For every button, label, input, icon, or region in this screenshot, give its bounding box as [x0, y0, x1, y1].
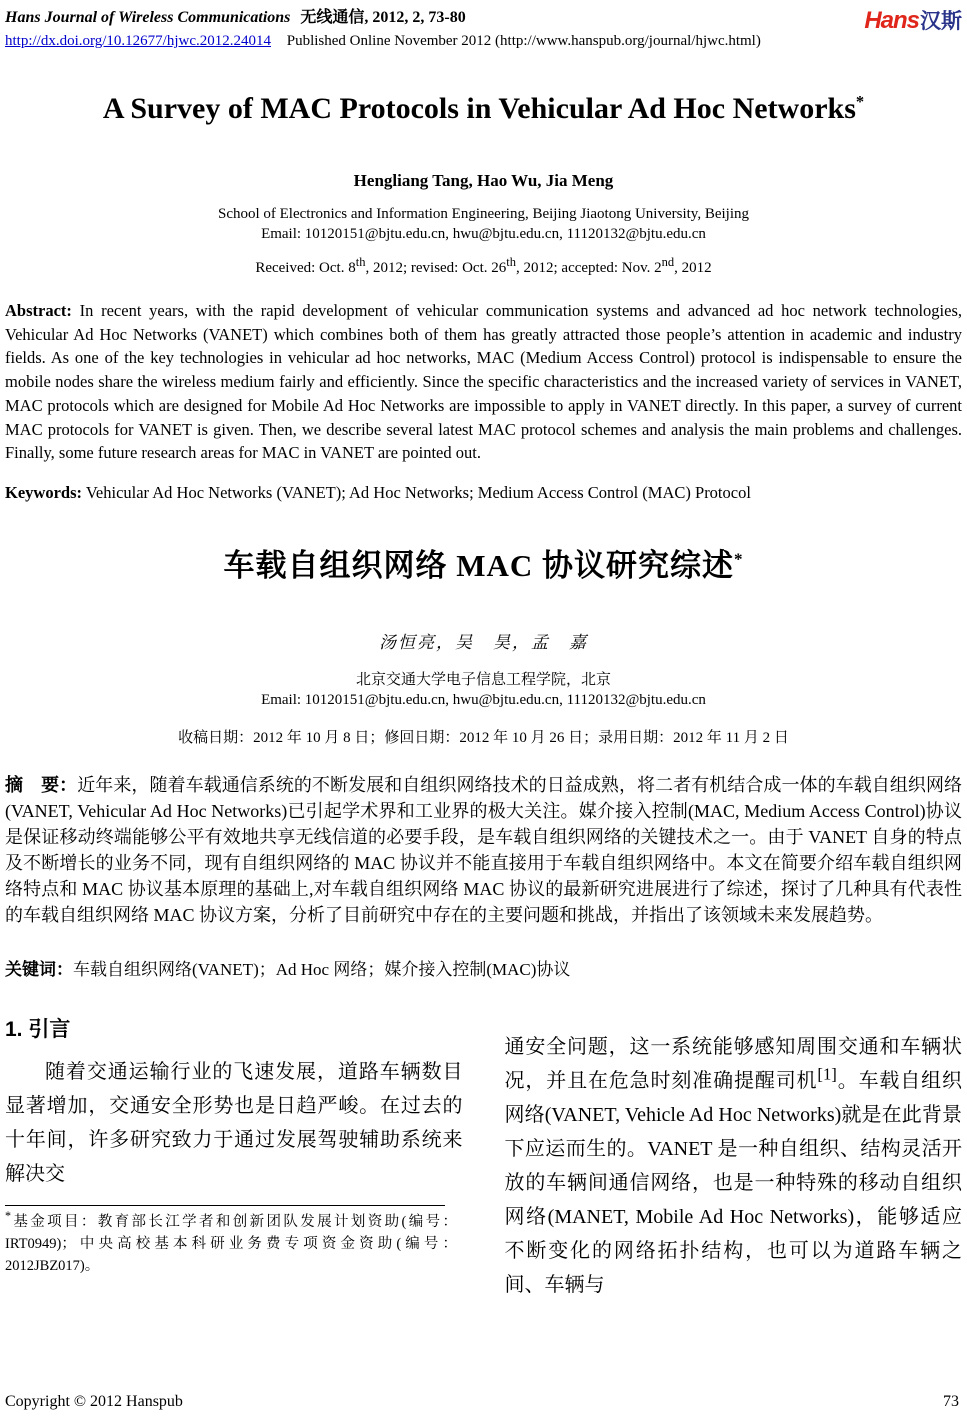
- abstract-label-en: Abstract:: [5, 301, 72, 320]
- page-footer: [5, 1393, 959, 1411]
- footnote-text: [5, 1211, 457, 1277]
- journal-header-left: [5, 8, 761, 51]
- doi-link[interactable]: http://dx.doi.org/10.12677/hjwc.2012.24014: [5, 33, 271, 49]
- keywords-label-cn: 关键词：: [5, 959, 73, 979]
- abstract-en: [5, 299, 962, 465]
- keywords-en: [5, 483, 962, 503]
- affiliation-en: School of Electronics and Information Engineering, Beijing Jiaotong University, Beijing: [217, 206, 749, 222]
- keywords-cn: [5, 955, 962, 980]
- two-column-body: [5, 1016, 962, 1302]
- abstract-text-en: In recent years, with the rapid development of vehicular communication systems and advanced ad hoc network technologies, Vehicular Ad Hoc Networks (VANET) which combines both of them has greatly attracted those people’s attention in academic and industry fields. As one of the key technologies in vehicular ad hoc networks, MAC (Medium Access Control) protocol is indispensable to ensure the mobile nodes share the wireless medium fairly and efficiently. Since the specific characteristics and the increased variety of services in VANET, MAC protocols which are designed for Mobile Ad Hoc Networks are impossible to apply in VANET directly. In this paper, a survey of current MAC protocols for VANET is given. Then, we describe several latest MAC protocol schemes and analysis the main problems and challenges. Finally, some future research areas for MAC in VANET are pointed out.: [5, 301, 962, 463]
- authors-en: Hengliang Tang, Hao Wu, Jia Meng: [353, 171, 614, 190]
- affiliation-cn: 北京交通大学电子信息工程学院，北京: [355, 671, 611, 688]
- logo-cn-text: 汉斯: [920, 9, 962, 33]
- hanspub-logo: [864, 9, 962, 33]
- title-footnote-marker: *: [855, 92, 865, 111]
- authors-cn: 汤恒亮，吴 昊，孟 嘉: [379, 632, 588, 652]
- keywords-label-en: Keywords:: [5, 482, 82, 502]
- paper-title-cn: [5, 547, 962, 586]
- logo-hans-text: Hans: [864, 7, 919, 34]
- footnote-rule: [5, 1205, 445, 1206]
- paper-title-en: [5, 91, 962, 127]
- keywords-text-en: Vehicular Ad Hoc Networks (VANET); Ad Hoc Networks; Medium Access Control (MAC) Protocol: [85, 482, 751, 502]
- paper-title-en-text: A Survey of MAC Protocols in Vehicular Ad Hoc Networks: [102, 92, 856, 125]
- section-1-heading: 1. 引言: [5, 1017, 71, 1041]
- right-column-paragraph: 通安全问题，这一系统能够感知周围交通和车辆状况，并且在危急时刻准确提醒司机[1]。车载自组织网络(VANET, Vehicle Ad Hoc Networks)就是在此背景下应运而生的。VANET 是一种自组织、结构灵活开放的车辆间通信网络，也是一种特殊的移动自组织网络(MANET, Mobile Ad Hoc Networks)，能够适应不断变化的网络拓扑结构，也可以为道路车辆之间、车辆与: [504, 1035, 963, 1296]
- paper-title-cn-text: 车载自组织网络 MAC 协议研究综述: [223, 547, 735, 583]
- abstract-cn: [5, 772, 962, 928]
- abstract-label-cn: 摘 要：: [5, 774, 78, 795]
- footnote: [5, 1205, 463, 1277]
- journal-title-line: [5, 8, 761, 28]
- journal-issue-info: 无线通信, 2012, 2, 73-80: [300, 9, 466, 26]
- footnote-body-text: 基金项目：教育部长江学者和创新团队发展计划资助(编号：IRT0949)；中央高校基本科研业务费专项资金资助(编号：2012JBZ017)。: [5, 1213, 457, 1274]
- left-column-paragraph: 随着交通运输行业的飞速发展，道路车辆数目显著增加，交通安全形势也是日趋严峻。在过去的十年间，许多研究致力于通过发展驾驶辅助系统来解决交: [5, 1060, 463, 1185]
- abstract-text-cn: 近年来，随着车载通信系统的不断发展和自组织网络技术的日益成熟，将二者有机结合成一体的车载自组织网络(VANET, Vehicular Ad Hoc Networks)已引起学术界和工业界的极大关注。媒介接入控制(MAC, Medium Access Control)协议是保证移动终端能够公平有效地共享无线信道的必要手段，是车载自组织网络的关键技术之一。由于 VANET 自身的特点及不断增长的业务不同，现有自组织网络的 MAC 协议并不能直接用于车载自组织网络中。本文在简要介绍车载自组织网络特点和 MAC 协议基本原理的基础上,对车载自组织网络 MAC 协议的最新研究进展进行了综述，探讨了几种具有代表性的车载自组织网络 MAC 协议方案，分析了目前研究中存在的主要问题和挑战，并指出了该领域未来发展趋势。: [5, 774, 962, 925]
- journal-doi-line: [5, 31, 761, 51]
- footnote-marker: *: [5, 1209, 12, 1224]
- published-online-text: Published Online November 2012 (http://www.hanspub.org/journal/hjwc.html): [286, 33, 761, 49]
- copyright-text: Copyright © 2012 Hanspub: [5, 1393, 183, 1410]
- received-line-cn: 收稿日期：2012 年 10 月 8 日；修回日期：2012 年 10 月 26 日；录用日期：2012 年 11 月 2 日: [178, 729, 789, 746]
- page-number: 73: [943, 1393, 959, 1410]
- email-line-cn: Email: 10120151@bjtu.edu.cn, hwu@bjtu.edu.cn, 11120132@bjtu.edu.cn: [261, 691, 706, 708]
- left-column: [5, 1016, 463, 1302]
- journal-header: [5, 8, 962, 51]
- received-line-en: Received: Oct. 8th, 2012; revised: Oct. 26th, 2012; accepted: Nov. 2nd, 2012: [255, 255, 712, 276]
- right-column: [505, 1016, 963, 1302]
- journal-title: Hans Journal of Wireless Communications: [5, 9, 291, 26]
- email-line-en: Email: 10120151@bjtu.edu.cn, hwu@bjtu.edu.cn, 11120132@bjtu.edu.cn: [261, 226, 706, 242]
- cn-title-footnote-marker: *: [734, 549, 744, 569]
- keywords-text-cn: 车载自组织网络(VANET)；Ad Hoc 网络；媒介接入控制(MAC)协议: [73, 959, 571, 979]
